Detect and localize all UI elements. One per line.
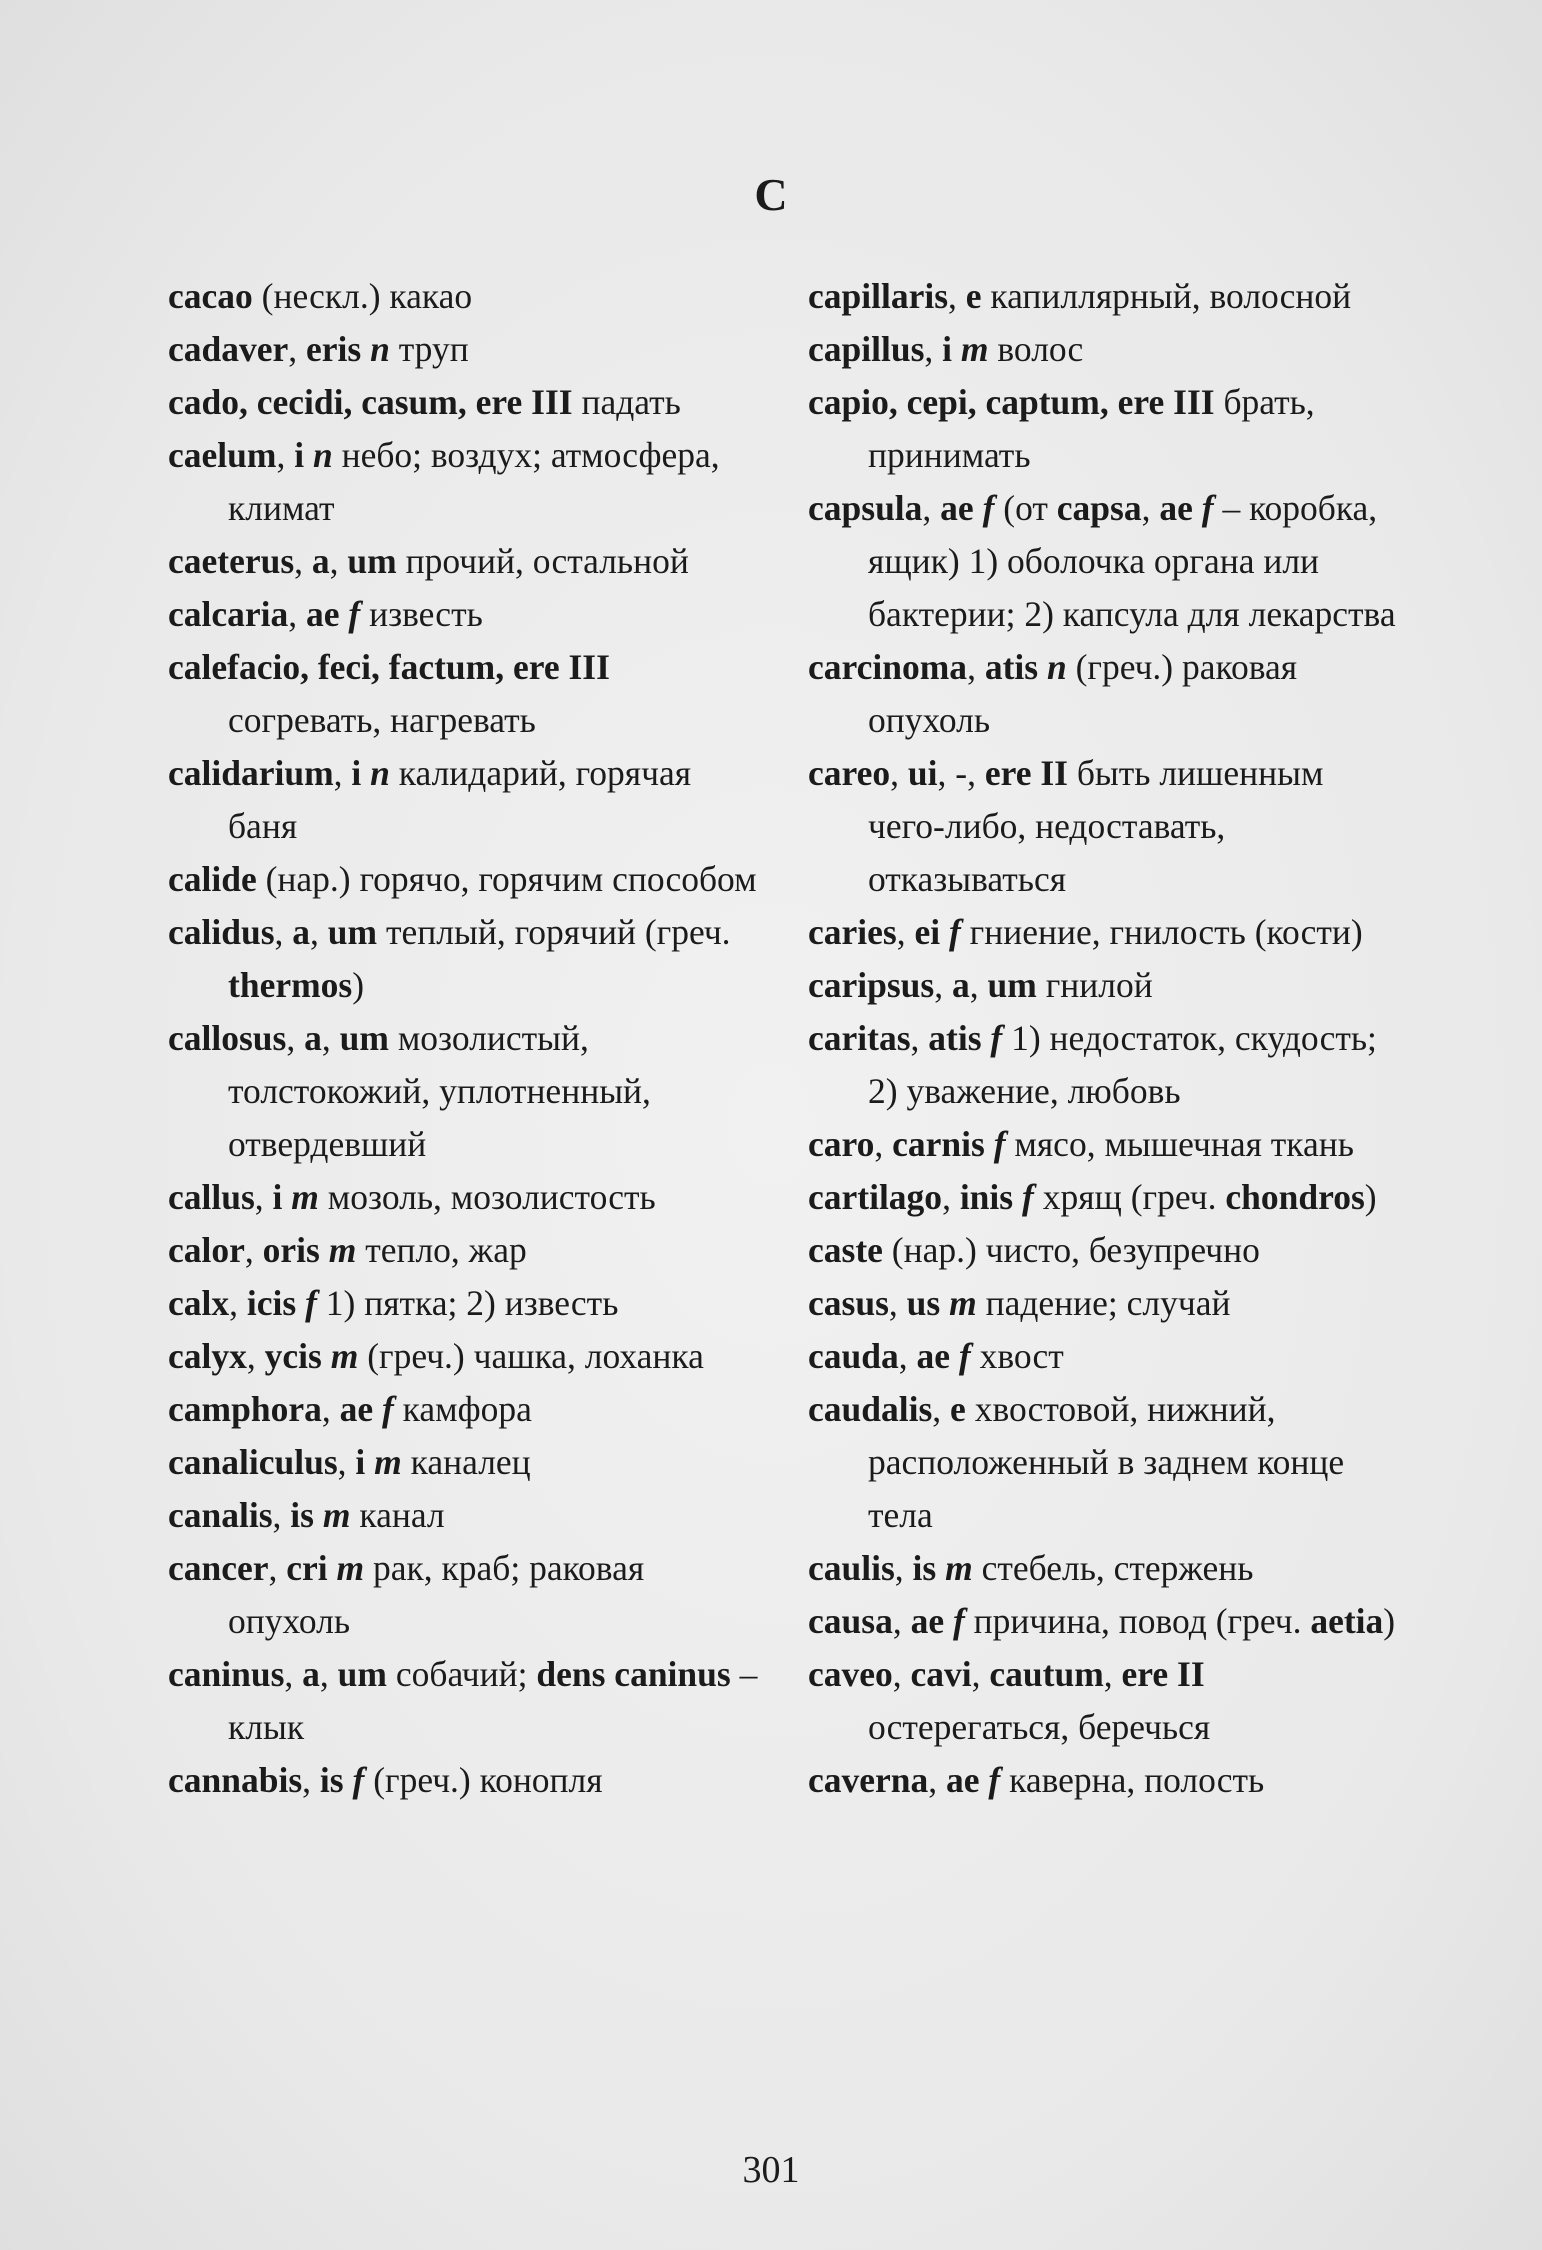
dictionary-entry [808,1012,1408,1118]
entry-definition: ) [1383,1601,1396,1641]
entry-definition [320,1230,329,1270]
dictionary-entry [168,270,768,323]
dictionary-entry [168,1489,768,1542]
entry-headword: cancer [168,1548,269,1588]
entry-definition: , [896,912,915,952]
entry-headword: capillus [808,329,925,369]
entry-form: ae [916,1336,951,1376]
entry-gender-mark: f [988,1760,1001,1800]
entry-definition: , [294,541,312,581]
dictionary-entry [168,535,768,588]
entry-definition: небо; воздух; атмосфера, климат [228,435,720,528]
dictionary-entry [168,853,768,906]
entry-definition: , [892,1601,911,1641]
entry-headword: calcaria [168,594,289,634]
entry-definition: рак, краб; раковая опухоль [228,1548,645,1641]
entry-headword: caste [808,1230,883,1270]
dictionary-entry [808,482,1408,641]
right-column [808,270,1408,1807]
entry-definition: , [288,329,307,369]
entry-definition: , [948,276,966,316]
entry-definition: стебель, стержень [972,1548,1254,1588]
entry-gender-mark: f [1201,488,1214,528]
entry-headword: capillaris [808,276,949,316]
entry-definition: (нескл.) какао [252,276,473,316]
entry-definition: , [890,753,908,793]
entry-definition [361,329,370,369]
entry-form: ere II [1121,1654,1205,1694]
entry-form: a [304,1018,322,1058]
entry-definition: , [274,912,293,952]
entry-definition: , [967,647,985,687]
entry-definition: , [333,753,352,793]
page-number: 301 [742,2149,800,2191]
dictionary-entry [808,1383,1408,1542]
entry-definition: калидарий, горячая баня [228,753,692,846]
entry-definition: , [1141,488,1160,528]
entry-definition: причина, повод (греч. [964,1601,1311,1641]
entry-definition: каналец [401,1442,531,1482]
entry-form: dens caninus [536,1654,731,1694]
entry-form: i [272,1177,283,1217]
entry-definition: , [1103,1654,1122,1694]
entry-definition [361,753,370,793]
entry-definition: , [321,1018,340,1058]
entry-gender-mark: f [958,1336,971,1376]
entry-headword: caninus [168,1654,285,1694]
entry-definition: , [894,1548,913,1588]
entry-headword: caulis [808,1548,895,1588]
entry-definition [322,1336,331,1376]
entry-form: a [302,1654,320,1694]
entry-definition: , [286,1018,305,1058]
entry-form: atis [928,1018,982,1058]
entry-definition: 1) пятка; 2) известь [316,1283,619,1323]
entry-form: i [942,329,953,369]
entry-definition: , [319,1654,338,1694]
entry-headword: caverna [808,1760,929,1800]
entry-definition: , [329,541,348,581]
entry-definition: мозоль, мозолистость [318,1177,656,1217]
entry-form: ae [306,594,340,634]
entry-form: e [965,276,982,316]
entry-definition: 1) недостаток, скудость; 2) уважение, любовь [868,1018,1377,1111]
entry-form: us [906,1283,941,1323]
entry-form: ae [940,488,974,528]
entry-headword: cartilago [808,1177,943,1217]
entry-gender-mark: f [348,594,361,634]
entry-definition: остерегаться, беречься [868,1707,1211,1747]
entry-form: i [355,1442,366,1482]
entry-gender-mark: f [990,1018,1003,1058]
entry-definition: согревать, нагревать [228,700,536,740]
entry-form: ui [907,753,938,793]
entry-definition: – клык [228,1654,758,1747]
entry-definition [950,1336,959,1376]
dictionary-entry [808,323,1408,376]
left-column [168,270,768,1807]
entry-form: um [337,1654,387,1694]
entry-headword: caeterus [168,541,295,581]
entry-form: thermos [228,965,353,1005]
entry-headword: capsula [808,488,923,528]
entry-form: ae [946,1760,980,1800]
entry-gender-mark: f [952,1601,965,1641]
entry-definition: (нар.) горячо, горячим способом [256,859,757,899]
entry-definition [328,1548,337,1588]
entry-form: a [311,541,330,581]
entry-definition: , -, [937,753,985,793]
entry-headword: cadaver [168,329,289,369]
entry-form: oris [262,1230,320,1270]
entry-form: um [339,1018,389,1058]
entry-headword: calidus [168,912,275,952]
entry-definition [974,488,983,528]
entry-form: chondros [1225,1177,1365,1217]
entry-definition: , [276,435,295,475]
entry-definition: , [942,1177,960,1217]
entry-definition: , [969,965,988,1005]
entry-definition: , [272,1495,291,1535]
entry-definition: хрящ (греч. [1033,1177,1226,1217]
entry-gender-mark: f [381,1389,394,1429]
entry-definition: прочий, остальной [396,541,689,581]
dictionary-entry [168,906,768,1012]
entry-definition [282,1177,291,1217]
entry-headword: carcinoma [808,647,968,687]
entry-definition [944,1601,953,1641]
entry-form: carnis [892,1124,985,1164]
entry-gender-mark: m [322,1495,351,1535]
entry-definition: , [288,594,306,634]
entry-headword: calide [168,859,257,899]
entry-definition: , [254,1177,273,1217]
entry-definition: , [932,1389,951,1429]
entry-gender-mark: n [370,753,390,793]
entry-headword: calidarium [168,753,334,793]
entry-definition: падение; случай [976,1283,1231,1323]
entry-form: cavi [910,1654,972,1694]
entry-gender-mark: f [993,1124,1006,1164]
dictionary-entry [808,906,1408,959]
entry-form: atis [984,647,1039,687]
entry-definition: , [928,1760,947,1800]
entry-definition: , [910,1018,929,1058]
entry-headword: causa [808,1601,893,1641]
entry-definition: , [924,329,943,369]
dictionary-entry [168,1171,768,1224]
dictionary-entry [808,1224,1408,1277]
entry-form: icis [246,1283,297,1323]
dictionary-entry [808,1171,1408,1224]
entry-definition: труп [389,329,469,369]
entry-definition: капиллярный, волосной [981,276,1352,316]
entry-headword: caudalis [808,1389,933,1429]
dictionary-entry [168,1224,768,1277]
entry-definition: , [971,1654,990,1694]
entry-definition [1038,647,1047,687]
entry-form: cri [286,1548,328,1588]
entry-gender-mark: m [291,1177,319,1217]
entry-definition: , [934,965,952,1005]
entry-form: cautum [989,1654,1104,1694]
entry-definition: (нар.) чисто, безупречно [882,1230,1260,1270]
entry-gender-mark: m [949,1283,977,1323]
dictionary-entry [808,641,1408,747]
dictionary-entry [168,1542,768,1648]
entry-form: a [952,965,970,1005]
entry-definition: гниение, гнилость (кости) [960,912,1363,952]
entry-headword: calyx [168,1336,247,1376]
dictionary-entry [808,1277,1408,1330]
entry-form: um [347,541,397,581]
entry-form: ae [1159,488,1193,528]
entry-headword: cannabis [168,1760,303,1800]
dictionary-entry [168,1754,768,1807]
entry-gender-mark: f [305,1283,317,1323]
entry-form: aetia [1310,1601,1384,1641]
entry-definition: , [321,1389,340,1429]
entry-definition: , [246,1336,265,1376]
entry-gender-mark: m [328,1230,357,1270]
entry-definition: быть лишенным чего-либо, недоставать, отказываться [868,753,1324,899]
dictionary-entry [168,323,768,376]
entry-headword: calx [168,1283,230,1323]
dictionary-entry [168,1648,768,1754]
entry-headword: canalis [168,1495,273,1535]
dictionary-entry [808,1754,1408,1807]
entry-gender-mark: m [336,1548,365,1588]
entry-gender-mark: m [945,1548,973,1588]
entry-form: ei [914,912,941,952]
dictionary-entry [808,1648,1408,1754]
entry-definition: брать, принимать [868,382,1315,475]
entry-form: e [950,1389,966,1429]
dictionary-entry [168,747,768,853]
dictionary-entry [808,1542,1408,1595]
entry-definition [365,1442,374,1482]
entry-definition: , [310,912,328,952]
entry-definition [936,1548,945,1588]
entry-definition: канал [350,1495,445,1535]
entry-definition [304,435,313,475]
entry-form: inis [959,1177,1014,1217]
entry-gender-mark: n [312,435,333,475]
entry-definition [314,1495,323,1535]
dictionary-entry [168,1012,768,1171]
entry-definition: , [922,488,941,528]
entry-headword: callosus [168,1018,287,1058]
entry-definition [1193,488,1202,528]
entry-definition: , [244,1230,263,1270]
entry-gender-mark: n [370,329,390,369]
entry-definition [373,1389,382,1429]
entry-definition: хвостовой, нижний, расположенный в заднем конце тела [868,1389,1345,1535]
entry-headword: casus [808,1283,889,1323]
entry-headword: callus [168,1177,255,1217]
entry-headword: caritas [808,1018,911,1058]
entry-definition: , [888,1283,907,1323]
entry-headword: careo [808,753,891,793]
entry-headword: caveo [808,1654,893,1694]
entry-form: i [351,753,362,793]
entry-definition: тепло, жар [356,1230,527,1270]
entry-headword: calefacio, feci, factum, ere III [168,647,610,687]
entry-definition: гнилой [1036,965,1153,1005]
dictionary-entry [808,747,1408,906]
entry-definition: , [874,1124,893,1164]
entry-definition: (от [994,488,1057,528]
entry-definition: ) [1364,1177,1377,1217]
entry-gender-mark: f [982,488,995,528]
entry-form: i [294,435,305,475]
entry-definition: каверна, полость [1000,1760,1265,1800]
entry-form: ae [339,1389,374,1429]
entry-headword: capio, cepi, captum, ere III [808,382,1215,422]
dictionary-entry [168,588,768,641]
dictionary-entry [808,1330,1408,1383]
dictionary-entry [168,641,768,747]
dictionary-entry [808,1118,1408,1171]
entry-form: ae [910,1601,945,1641]
dictionary-entry [808,959,1408,1012]
entry-gender-mark: m [960,329,989,369]
entry-definition [1013,1177,1022,1217]
entry-form: is [319,1760,344,1800]
entry-definition [985,1124,994,1164]
dictionary-entry [168,1330,768,1383]
entry-headword: cauda [808,1336,899,1376]
entry-definition: мозолистый, толстокожий, уплотненный, отвердевший [228,1018,651,1164]
entry-headword: calor [168,1230,245,1270]
entry-headword: cacao [168,276,253,316]
entry-definition: (греч.) конопля [364,1760,603,1800]
entry-form: eris [306,329,362,369]
dictionary-entry [168,1383,768,1436]
entry-definition: падать [572,382,681,422]
section-letter: C [754,169,788,220]
entry-definition: , [892,1654,911,1694]
entry-headword: caro [808,1124,875,1164]
entry-definition: (греч.) раковая опухоль [868,647,1298,740]
entry-definition: , [229,1283,247,1323]
dictionary-entry [168,1277,768,1330]
dictionary-entry [168,376,768,429]
entry-definition: теплый, горячий (греч. [377,912,731,952]
entry-headword: caripsus [808,965,935,1005]
entry-form: um [987,965,1037,1005]
entry-definition [940,912,949,952]
entry-headword: camphora [168,1389,322,1429]
entry-form: ycis [264,1336,322,1376]
dictionary-entry [808,376,1408,482]
entry-definition: камфора [393,1389,532,1429]
entry-definition [296,1283,305,1323]
entry-gender-mark: n [1046,647,1067,687]
entry-headword: canaliculus [168,1442,338,1482]
entry-definition [952,329,961,369]
dictionary-entry [168,429,768,535]
entry-headword: cado, cecidi, casum, ere III [168,382,573,422]
entry-gender-mark: f [1021,1177,1034,1217]
entry-definition: , [284,1654,303,1694]
entry-definition: , [898,1336,917,1376]
entry-form: is [290,1495,314,1535]
entry-definition: , [302,1760,320,1800]
entry-definition: известь [360,594,483,634]
entry-form: um [327,912,378,952]
entry-form: ere II [984,753,1068,793]
entry-headword: caries [808,912,897,952]
dictionary-entry [808,270,1408,323]
dictionary-entry [168,1436,768,1489]
entry-definition: – коробка, ящик) 1) оболочка органа или бактерии; 2) капсула для лекарства [868,488,1396,634]
entry-definition: , [268,1548,287,1588]
entry-headword: caelum [168,435,277,475]
entry-definition: собачий; [387,1654,537,1694]
entry-definition [940,1283,949,1323]
entry-gender-mark: m [330,1336,359,1376]
entry-definition: волос [988,329,1084,369]
entry-definition: , [337,1442,356,1482]
entry-definition: (греч.) чашка, лоханка [358,1336,704,1376]
entry-definition: ) [352,965,365,1005]
dictionary-entry [808,1595,1408,1648]
entry-form: is [912,1548,937,1588]
entry-definition: мясо, мышечная ткань [1005,1124,1354,1164]
entry-gender-mark: f [948,912,961,952]
entry-gender-mark: m [374,1442,402,1482]
entry-form: a [292,912,311,952]
entry-gender-mark: f [352,1760,365,1800]
entry-form: capsa [1056,488,1142,528]
entry-definition: хвост [970,1336,1064,1376]
